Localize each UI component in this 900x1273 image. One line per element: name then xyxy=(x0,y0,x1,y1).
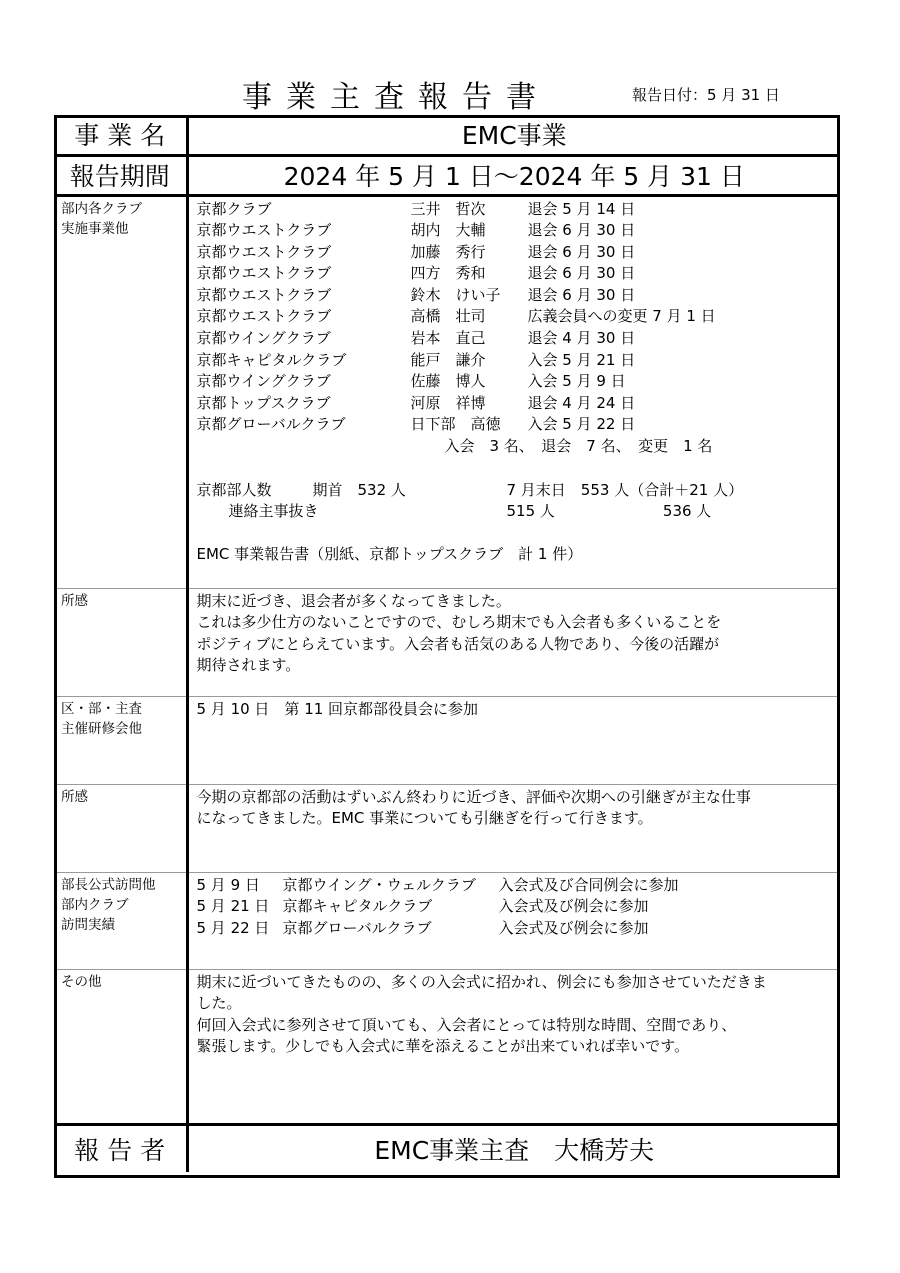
member-line: 京都ウイングクラブ 岩本 直己 退会 4 月 30 日 xyxy=(196,329,636,348)
business-name: EMC事業 xyxy=(187,115,840,155)
other-label: その他 xyxy=(54,969,187,1124)
member-line: 京都ウエストクラブ 加藤 秀行 退会 6 月 30 日 xyxy=(196,242,636,261)
reporter-label: 報 告 者 xyxy=(54,1124,187,1172)
training-content: 5 月 10 日 第 11 回京都部役員会に参加 xyxy=(187,696,840,784)
membership-count-row: 京都部人数 期首 532 人 7 月末日 553 人（合計＋21 人） xyxy=(196,480,744,499)
other-content: 期末に近づいてきたものの、多くの入会式に招かれ、例会にも参加させていただきま した。 何回入会式に参列させて頂いても、入会者にとっては特別な時間、空間であり、 緊張します。少しでも入会式に華を添えることが出来ていれば幸いです。 xyxy=(187,969,840,1124)
training-row xyxy=(54,696,840,784)
impression2-label: 所感 xyxy=(54,784,187,872)
visit-item: 5 月 9 日 京都ウイング・ウェルクラブ 入会式及び合同例会に参加 xyxy=(196,875,679,894)
business-label: 事 業 名 xyxy=(54,115,187,155)
visit-item: 5 月 21 日 京都キャピタルクラブ 入会式及び例会に参加 xyxy=(196,897,649,916)
member-line: 京都ウイングクラブ 佐藤 博人 入会 5 月 9 日 xyxy=(196,372,626,391)
member-line: 京都ウエストクラブ 四方 秀和 退会 6 月 30 日 xyxy=(196,264,636,283)
period-value: 2024 年 5 月 1 日～2024 年 5 月 31 日 xyxy=(187,155,840,195)
member-line: 京都トップスクラブ 河原 祥博 退会 4 月 24 日 xyxy=(196,393,636,412)
visits-row xyxy=(54,872,840,969)
report-date: 報告日付：5 月 31 日 xyxy=(632,86,780,104)
clubs-content xyxy=(187,195,840,588)
impression1-content: 期末に近づき、退会者が多くなってきました。 これは多少仕方のないことですので、むしろ期末でも入会者も多くいることを ポジティブにとらえています。入会者も活気のある人物であり、今後の活躍が 期待されます。 xyxy=(187,588,840,696)
business-row xyxy=(54,115,840,155)
training-label: 区・部・主査 主催研修会他 xyxy=(54,696,187,784)
member-line: 京都キャピタルクラブ 能戸 謙介 入会 5 月 21 日 xyxy=(196,350,636,369)
membership-summary: 入会 3 名、 退会 7 名、 変更 1 名 xyxy=(444,437,713,456)
member-line: 京都ウエストクラブ 高橋 壮司 広義会員への変更 7 月 1 日 xyxy=(196,307,716,326)
period-label: 報告期間 xyxy=(54,155,187,195)
visits-label: 部長公式訪問他 部内クラブ 訪問実績 xyxy=(54,872,187,969)
member-line: 京都クラブ 三井 哲次 退会 5 月 14 日 xyxy=(196,199,636,218)
impression1-row xyxy=(54,588,840,696)
member-line: 京都ウエストクラブ 鈴木 けい子 退会 6 月 30 日 xyxy=(196,285,636,304)
visits-content xyxy=(187,872,840,969)
clubs-row xyxy=(54,195,840,588)
document-title: 事業主査報告書 xyxy=(242,80,550,115)
impression2-content: 今期の京都部の活動はずいぶん終わりに近づき、評価や次期への引継ぎが主な仕事 になってきました。EMC 事業についても引継ぎを行って行きます。 xyxy=(187,784,840,872)
visit-item: 5 月 22 日 京都グローバルクラブ 入会式及び例会に参加 xyxy=(196,918,649,937)
reporter-row xyxy=(54,1124,840,1172)
member-line: 京都グローバルクラブ 日下部 高徳 入会 5 月 22 日 xyxy=(196,415,636,434)
clubs-label-line: 実施事業他 xyxy=(61,220,129,237)
member-line: 京都ウエストクラブ 胡内 大輔 退会 6 月 30 日 xyxy=(196,221,636,240)
other-row xyxy=(54,969,840,1124)
clubs-label xyxy=(54,195,187,588)
membership-count-row: 連絡主事抜き 515 人 536 人 xyxy=(228,502,712,521)
impression1-label: 所感 xyxy=(54,588,187,696)
period-row xyxy=(54,155,840,195)
impression2-row xyxy=(54,784,840,872)
report-note: EMC 事業報告書（別紙、京都トップスクラブ 計 1 件） xyxy=(196,544,583,563)
report-form xyxy=(54,115,840,1172)
reporter-name: EMC事業主査 大橋芳夫 xyxy=(374,1135,655,1165)
clubs-label-line: 部内各クラブ xyxy=(61,200,142,217)
